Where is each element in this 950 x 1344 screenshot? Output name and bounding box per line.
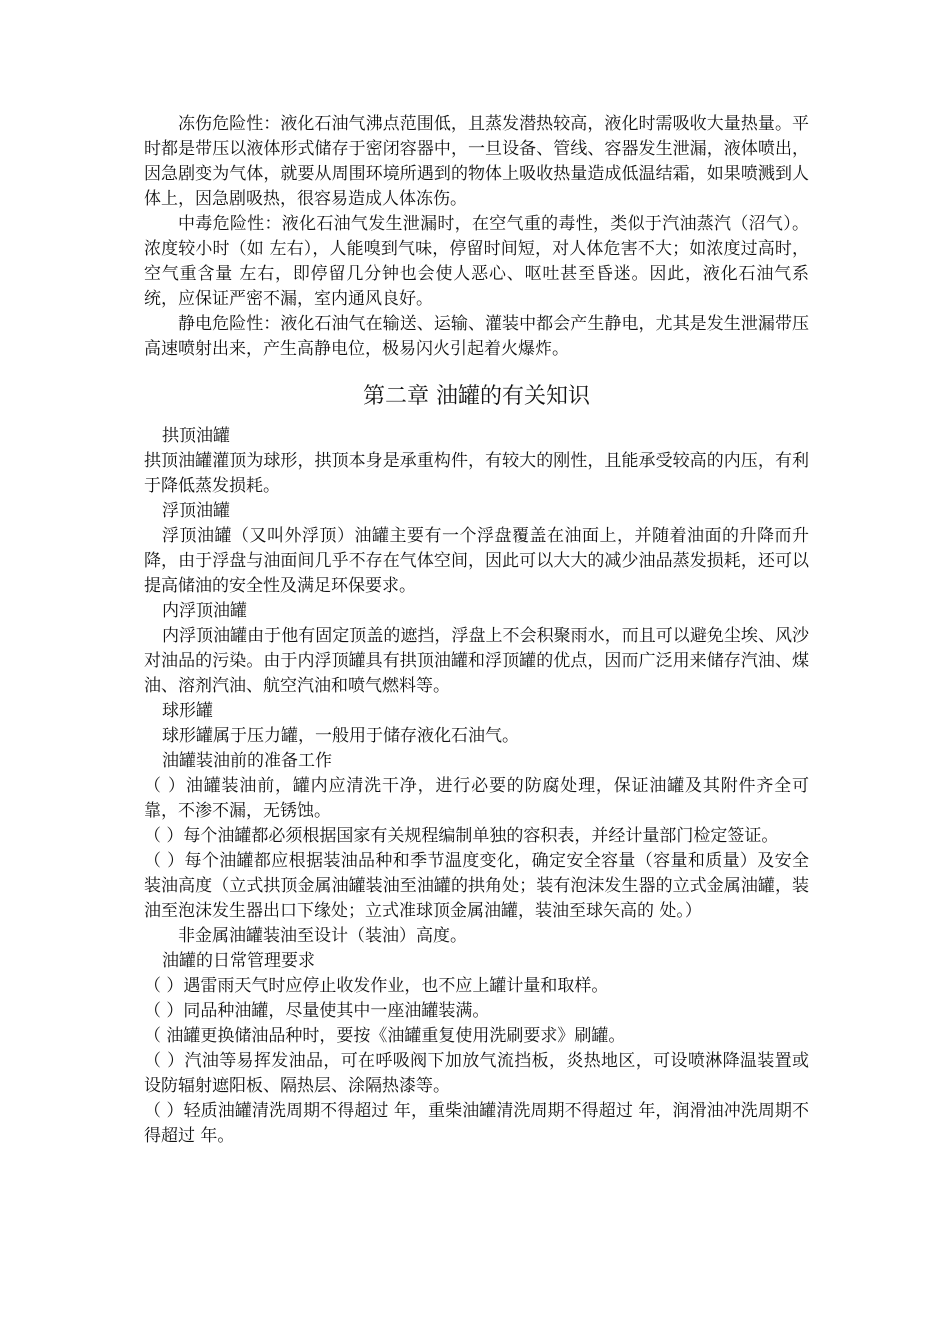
heading-pre-filling-preparation: 油罐装油前的准备工作 [162,751,332,771]
paragraph-frostbite-hazard: 冻伤危险性：液化石油气沸点范围低，且蒸发潜热较高，液化时需吸收大量热量。平时都是带压以液体形式储存于密闭容器中，一旦设备、管线、容器发生泄漏，液体喷出，因急剧变为气体，就要从周围环境所遇到的物体上吸收热量造成低温结霜，如果喷溅到人体上，因急剧吸热，很容易造成人体冻伤。 [144,114,809,209]
heading-spherical-tank: 球形罐 [162,701,213,721]
list-item: （ 油罐更换储油品种时，要按《油罐重复使用洗刷要求》刷罐。 [144,1026,626,1046]
paragraph-spherical-tank: 球形罐属于压力罐，一般用于储存液化石油气。 [162,726,519,746]
paragraph-poisoning-hazard: 中毒危险性：液化石油气发生泄漏时，在空气重的毒性，类似于汽油蒸汽（沼气）。浓度较小时（如 左右），人能嗅到气味，停留时间短，对人体危害不大；如浓度过高时，空气重含量 左右，即停留几分钟也会使人恶心、呕吐甚至昏迷。因此，液化石油气系统，应保证严密不漏，室内通风良好。 [144,214,809,309]
list-item: （ ）汽油等易挥发油品，可在呼吸阀下加放气流挡板，炎热地区，可设喷淋降温装置或设防辐射遮阳板、隔热层、涂隔热漆等。 [144,1051,809,1096]
document-page [144,112,809,1149]
list-item: （ ）油罐装油前，罐内应清洗干净，进行必要的防腐处理，保证油罐及其附件齐全可靠，不渗不漏，无锈蚀。 [144,776,809,821]
paragraph-static-hazard: 静电危险性：液化石油气在输送、运输、灌装中都会产生静电，尤其是发生泄漏带压高速喷射出来，产生高静电位，极易闪火引起着火爆炸。 [144,314,809,359]
chapter-title: 第二章 油罐的有关知识 [363,384,590,409]
list-item: （ ）遇雷雨天气时应停止收发作业，也不应上罐计量和取样。 [144,976,609,996]
list-item: （ ）每个油罐都必须根据国家有关规程编制单独的容积表，并经计量部门检定签证。 [144,826,779,846]
paragraph-nonmetal-tank: 非金属油罐装油至设计（装油）高度。 [178,926,467,946]
heading-internal-floating-roof-tank: 内浮顶油罐 [162,601,247,621]
list-item: （ ）每个油罐都应根据装油品种和季节温度变化，确定安全容量（容量和质量）及安全装油高度（立式拱顶金属油罐装油至油罐的拱角处；装有泡沫发生器的立式金属油罐，装油至泡沫发生器出口下缘处；立式准球顶金属油罐，装油至球矢高的 处。） [144,851,809,921]
paragraph-floating-roof-tank: 浮顶油罐（又叫外浮顶）油罐主要有一个浮盘覆盖在油面上，并随着油面的升降而升降，由于浮盘与油面间几乎不存在气体空间，因此可以大大的减少油品蒸发损耗，还可以提高储油的安全性及满足环保要求。 [144,526,809,596]
list-item: （ ）同品种油罐，尽量使其中一座油罐装满。 [144,1001,490,1021]
list-item: （ ）轻质油罐清洗周期不得超过 年，重柴油罐清洗周期不得超过 年，润滑油冲洗周期不得超过 年。 [144,1101,809,1146]
heading-floating-roof-tank: 浮顶油罐 [162,501,230,521]
paragraph-arch-roof-tank: 拱顶油罐灌顶为球形，拱顶本身是承重构件，有较大的刚性，且能承受较高的内压，有利于降低蒸发损耗。 [144,451,809,496]
heading-arch-roof-tank: 拱顶油罐 [162,426,230,446]
paragraph-internal-floating-roof-tank: 内浮顶油罐由于他有固定顶盖的遮挡，浮盘上不会积聚雨水，而且可以避免尘埃、风沙对油品的污染。由于内浮顶罐具有拱顶油罐和浮顶罐的优点，因而广泛用来储存汽油、煤油、溶剂汽油、航空汽油和喷气燃料等。 [144,626,809,696]
heading-daily-management: 油罐的日常管理要求 [162,951,315,971]
